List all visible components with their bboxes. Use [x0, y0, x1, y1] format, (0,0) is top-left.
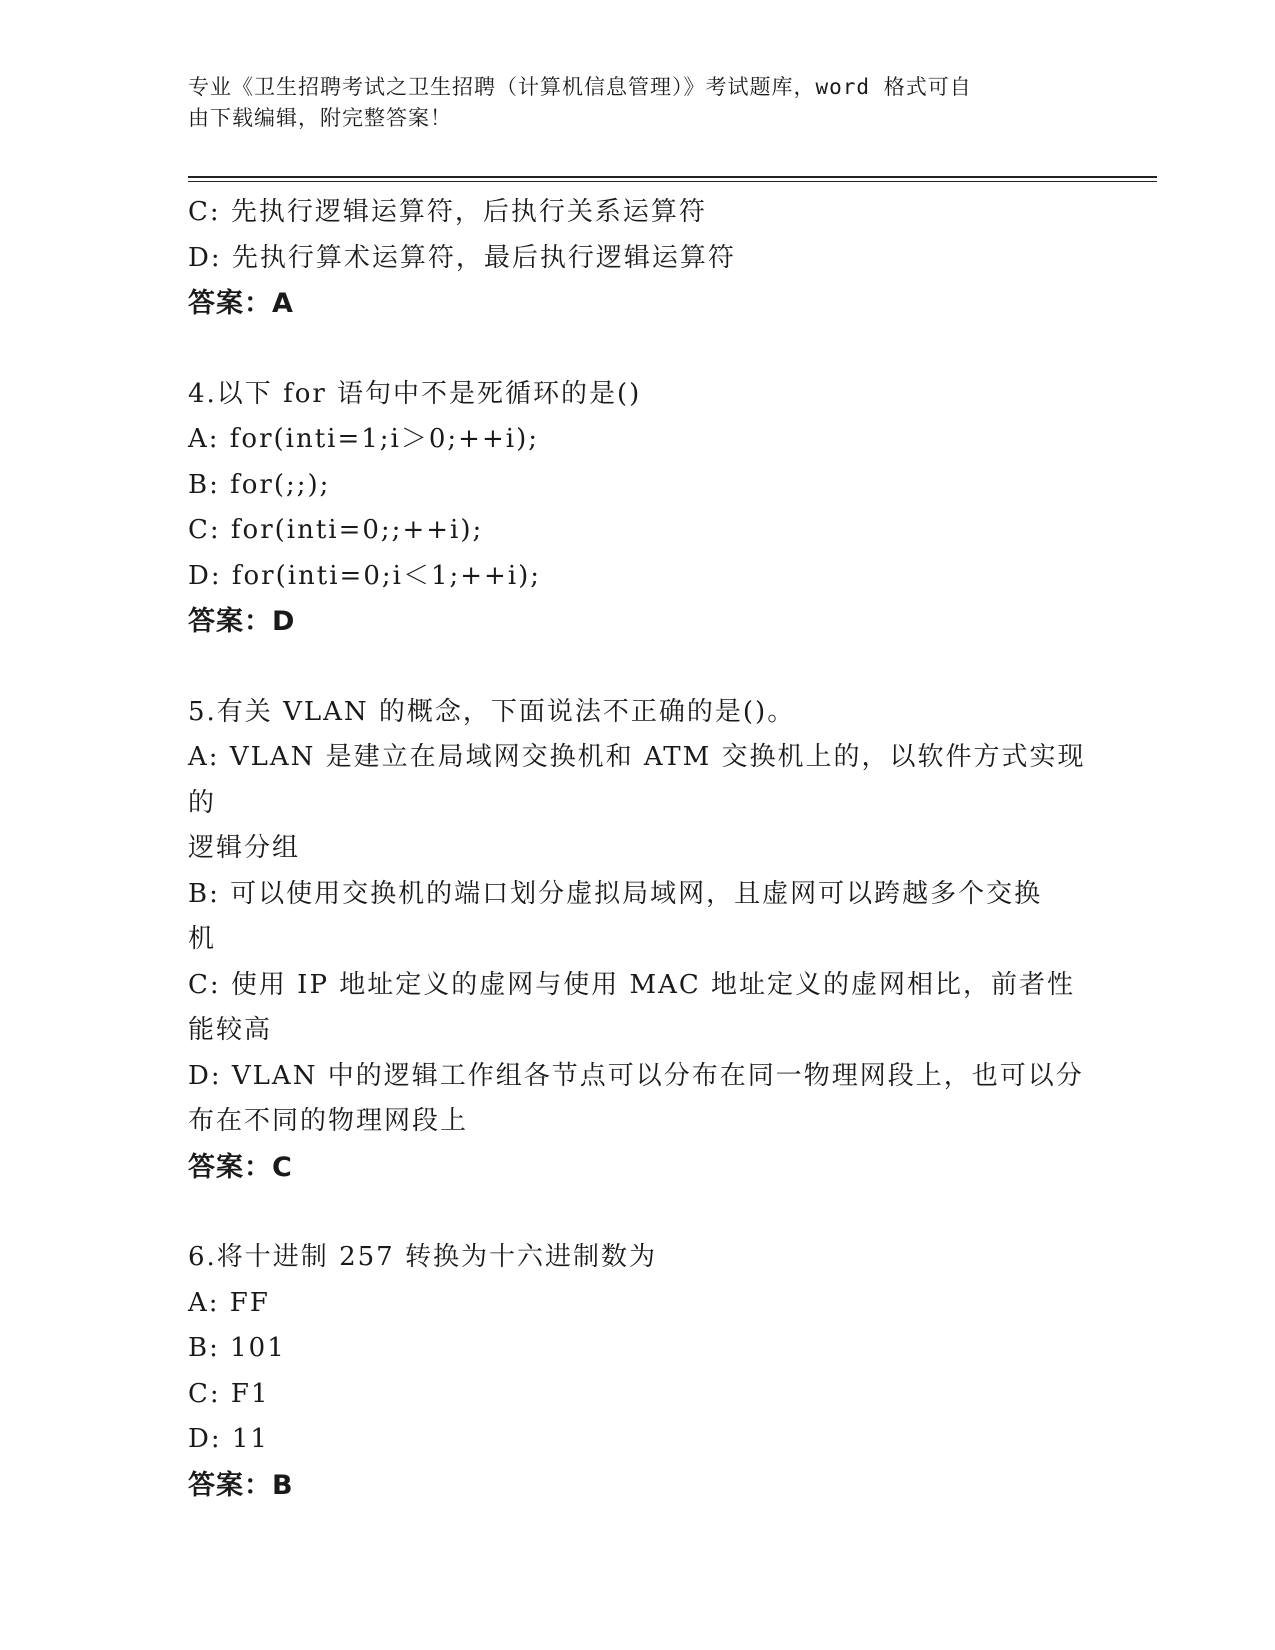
- option-a: A: FF: [188, 1287, 270, 1318]
- option-d: D: 11: [188, 1424, 269, 1454]
- option-c: C: F1: [188, 1378, 270, 1409]
- header-line-1: 专业《卫生招聘考试之卫生招聘（计算机信息管理）》考试题库，word 格式可自: [188, 75, 972, 99]
- document-header: [188, 72, 1088, 134]
- answer-line: 答案：A: [188, 288, 294, 319]
- header-divider-thin: [188, 181, 1157, 182]
- option-d: D: 先执行算术运算符，最后执行逻辑运算符: [188, 242, 736, 273]
- question-5: [188, 690, 1088, 1191]
- answer-line: 答案：D: [188, 606, 296, 637]
- option-b: B: 可以使用交换机的端口划分虚拟局域网，且虚网可以跨越多个交换: [188, 878, 1043, 909]
- option-d: D: VLAN 中的逻辑工作组各节点可以分布在同一物理网段上，也可以分: [188, 1060, 1084, 1091]
- question-3: [188, 190, 1088, 327]
- spacer: [188, 645, 1088, 690]
- option-d: D: for(inti=0;i＜1;++i);: [188, 560, 542, 591]
- answer-line: 答案：C: [188, 1151, 293, 1183]
- option-c: C: 先执行逻辑运算符，后执行关系运算符: [188, 197, 707, 227]
- option-b: B: for(;;);: [188, 469, 331, 500]
- question-stem: 6.将十进制 257 转换为十六进制数为: [188, 1242, 657, 1272]
- option-a: A: VLAN 是建立在局域网交换机和 ATM 交换机上的，以软件方式实现的: [188, 742, 1086, 818]
- option-b: B: 101: [188, 1333, 286, 1363]
- spacer: [188, 1190, 1088, 1235]
- question-stem: 5.有关 VLAN 的概念，下面说法不正确的是()。: [188, 696, 796, 727]
- spacer: [188, 327, 1088, 372]
- header-divider-thick: [188, 176, 1157, 178]
- option-d-cont: 布在不同的物理网段上: [188, 1106, 469, 1136]
- option-b-cont: 机: [188, 924, 217, 954]
- option-c: C: for(inti=0;;++i);: [188, 515, 484, 545]
- option-a: A: for(inti=1;i＞0;++i);: [188, 424, 539, 454]
- answer-line: 答案：B: [188, 1469, 294, 1501]
- question-6: [188, 1235, 1088, 1508]
- question-content: [188, 190, 1088, 1508]
- option-c: C: 使用 IP 地址定义的虚网与使用 MAC 地址定义的虚网相比，前者性: [188, 969, 1076, 1000]
- option-a-cont: 逻辑分组: [188, 833, 301, 863]
- question-4: [188, 372, 1088, 645]
- header-line-2: 由下载编辑，附完整答案！: [188, 106, 452, 130]
- question-stem: 4.以下 for 语句中不是死循环的是(): [188, 378, 642, 409]
- option-c-cont: 能较高: [188, 1015, 273, 1045]
